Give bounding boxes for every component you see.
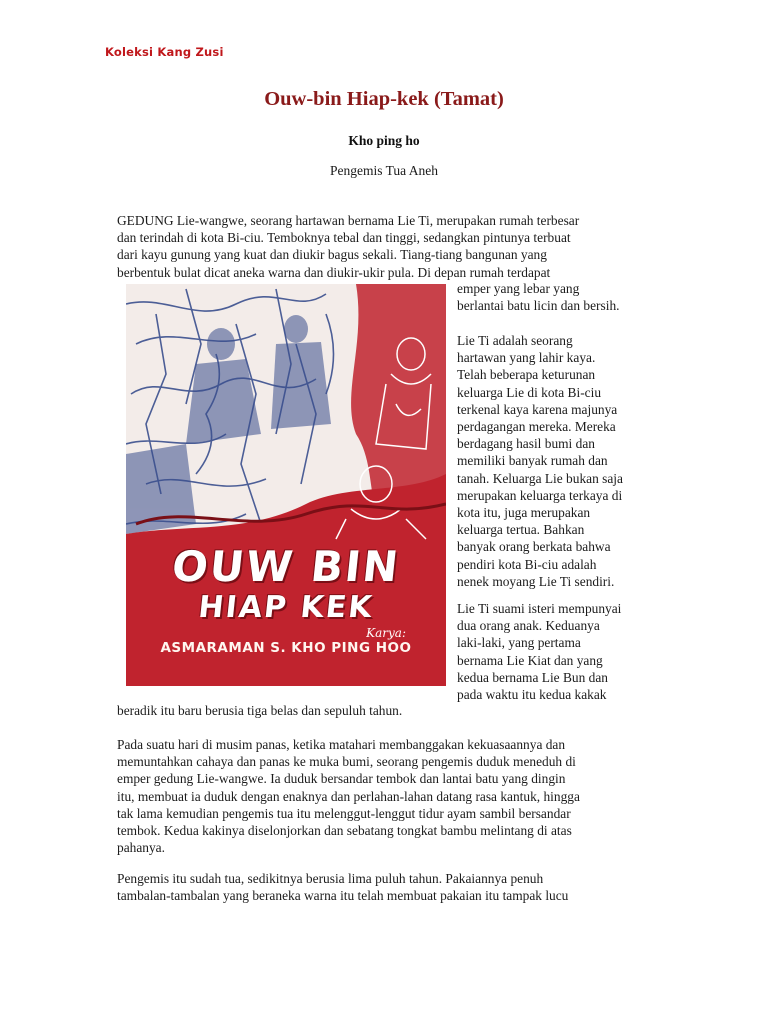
paragraph-summer-day <box>117 736 657 856</box>
chapter-title: Pengemis Tua Aneh <box>329 163 438 178</box>
text-line: emper gedung Lie-wangwe. Ia duduk bersandar tembok dan lantai batu yang dingin <box>117 771 566 787</box>
text-line: keluarga tertua. Bahkan <box>457 522 585 538</box>
text-line: Lie Ti suami isteri mempunyai <box>457 601 622 616</box>
book-cover-image <box>126 284 446 686</box>
text-line: nenek moyang Lie Ti sendiri. <box>457 573 615 589</box>
text-line: tak lama kemudian pengemis tua itu melenggut-lenggut tidur ayam sambil bersandar <box>117 805 571 821</box>
text-line: Lie Ti adalah seorang <box>457 333 573 348</box>
author-name: Kho ping ho <box>348 133 420 148</box>
text-line: dua orang anak. Keduanya <box>457 618 600 634</box>
cover-karya-label: Karya: <box>366 626 406 640</box>
text-line: tanah. Keluarga Lie bukan saja <box>457 470 623 486</box>
paragraph-wrap-1 <box>457 280 657 314</box>
text-line: dan terindah di kota Bi-ciu. Temboknya tebal dan tinggi, sedangkan pintunya terbuat <box>117 230 571 246</box>
text-line: berlantai batu licin dan bersih. <box>457 298 620 314</box>
text-line: berbentuk bulat dicat aneka warna dan diukir-ukir pula. Di depan rumah terdapat <box>117 264 551 280</box>
cover-title-line1: OUW BIN <box>169 542 403 591</box>
text-line: Telah beberapa keturunan <box>457 367 596 383</box>
cover-title-line2: HIAP KEK <box>196 590 376 625</box>
text-line: terkenal kaya karena majunya <box>457 401 618 417</box>
paragraph-wrap-2 <box>457 332 657 590</box>
text-line: GEDUNG Lie-wangwe, seorang hartawan bernama Lie Ti, merupakan rumah terbesar <box>117 213 580 228</box>
text-line: beradik itu baru berusia tiga belas dan sepuluh tahun. <box>117 703 403 718</box>
paragraph-beggar <box>117 870 657 904</box>
text-line: tambalan-tambalan yang beraneka warna itu telah membuat pakaian itu tampak lucu <box>117 888 569 904</box>
text-line: memiliki banyak rumah dan <box>457 453 608 469</box>
text-line: Pada suatu hari di musim panas, ketika matahari membanggakan kekuasaannya dan <box>117 737 566 752</box>
text-line: hartawan yang lahir kaya. <box>457 350 596 366</box>
paragraph-continued <box>117 702 657 719</box>
text-line: kota itu, juga merupakan <box>457 505 591 521</box>
text-line: merupakan keluarga terkaya di <box>457 487 623 503</box>
collection-label: Koleksi Kang Zusi <box>105 45 224 59</box>
text-line: laki-laki, yang pertama <box>457 635 581 651</box>
text-line: kedua bernama Lie Bun dan <box>457 669 608 685</box>
text-line: banyak orang berkata bahwa <box>457 539 611 555</box>
paragraph-wrap-3 <box>457 600 657 703</box>
text-line: perdagangan mereka. Mereka <box>457 419 616 435</box>
text-line: tembok. Kedua kakinya diselonjorkan dan sebatang tongkat bambu melintang di atas <box>117 823 572 839</box>
text-line: dari kayu gunung yang kuat dan diukir bagus sekali. Tiang-tiang bangunan yang <box>117 247 547 263</box>
paragraph-opening <box>117 212 657 281</box>
text-line: pada waktu itu kedua kakak <box>457 687 607 703</box>
text-line: pendiri kota Bi-ciu adalah <box>457 556 597 572</box>
text-line: keluarga Lie di kota Bi-ciu <box>457 384 602 400</box>
cover-author: ASMARAMAN S. KHO PING HOO <box>160 640 412 656</box>
text-line: emper yang lebar yang <box>457 281 580 296</box>
text-line: memuntahkan cahaya dan panas ke muka bumi, seorang pengemis duduk meneduh di <box>117 754 576 770</box>
text-line: bernama Lie Kiat dan yang <box>457 652 603 668</box>
text-line: pahanya. <box>117 840 165 856</box>
text-line: itu, membuat ia duduk dengan enaknya dan perlahan-lahan datang rasa kantuk, hingga <box>117 788 580 804</box>
text-line: Pengemis itu sudah tua, sedikitnya berusia lima puluh tahun. Pakaiannya penuh <box>117 871 544 886</box>
document-title: Ouw-bin Hiap-kek (Tamat) <box>264 88 504 110</box>
text-line: berdagang hasil bumi dan <box>457 436 595 452</box>
